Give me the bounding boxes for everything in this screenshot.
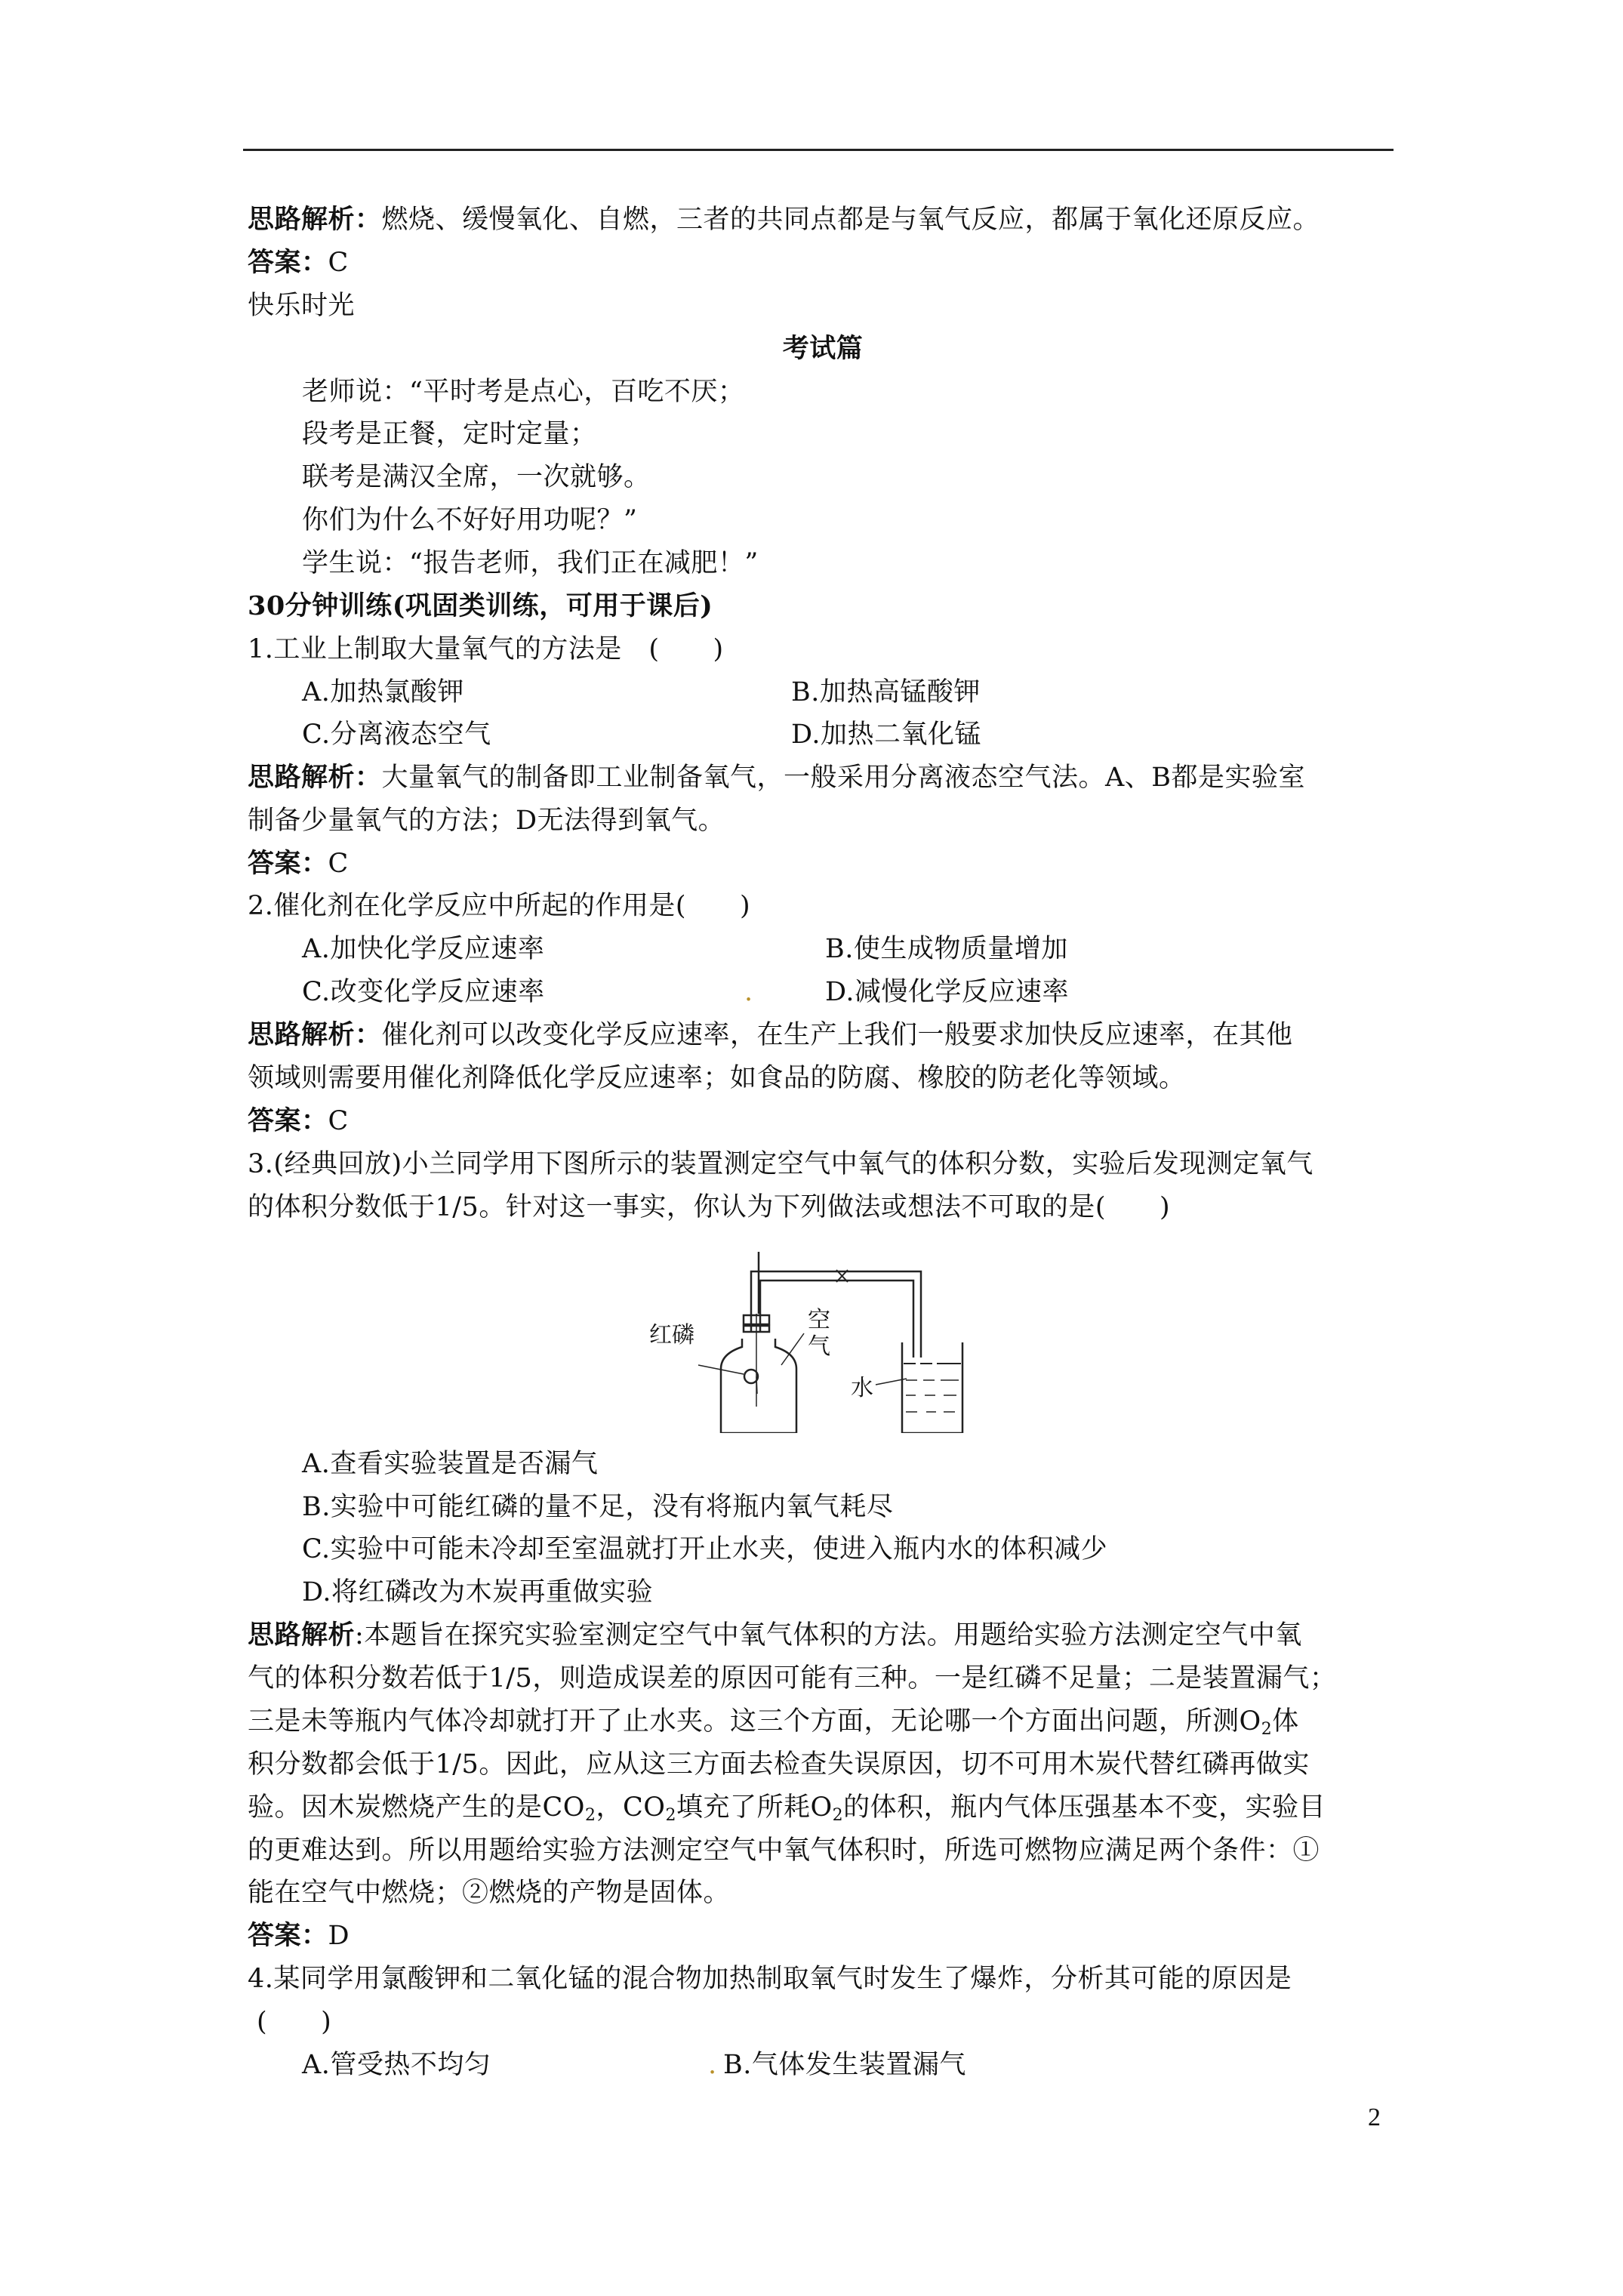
subscript: 2: [832, 1806, 844, 1825]
q2-option-c: C.改变化学反应速率: [302, 977, 545, 1007]
analysis-text: 大量氧气的制备即工业制备氧气，一般采用分离液态空气法。A、B都是实验室: [381, 763, 1306, 793]
analysis-text: 催化剂可以改变化学反应速率，在生产上我们一般要求加快反应速率，在其他: [381, 1020, 1293, 1050]
joke-line-5: 学生说：“报告老师，我们正在减肥！”: [302, 548, 759, 578]
q4-option-b: B.气体发生装置漏气: [723, 2050, 966, 2080]
answer-label: 答案：: [248, 848, 328, 879]
analysis-text: 填充了所耗O: [676, 1792, 833, 1823]
experiment-apparatus-figure: [645, 1237, 1000, 1433]
q3-option-b: B.实验中可能红磷的量不足，没有将瓶内氧气耗尽: [302, 1492, 894, 1522]
q3-analysis-2: 气的体积分数若低于1/5，则造成误差的原因可能有三种。一是红磷不足量；二是装置漏气；: [248, 1663, 1337, 1693]
q1-analysis-1: [248, 757, 1305, 799]
joke-line-1: 老师说：“平时考是点心，百吃不厌；: [302, 377, 745, 407]
answer-value: C: [328, 849, 349, 879]
subscript: 2: [665, 1806, 676, 1825]
analysis-label: 思路解析：: [248, 204, 382, 235]
question-4-line-2: ( ): [257, 2007, 332, 2037]
subscript: 2: [584, 1806, 596, 1825]
analysis-label: 思路解析: [248, 1620, 356, 1650]
q3-option-d: D.将红磷改为木炭再重做实验: [302, 1577, 653, 1607]
question-1: 1.工业上制取大量氧气的方法是 ( ): [248, 634, 724, 664]
q1-answer: [248, 843, 349, 885]
q2-option-b: B.使生成物质量增加: [825, 934, 1068, 964]
joke-line-3: 联考是满汉全席，一次就够。: [302, 462, 651, 492]
q3-analysis-7: 能在空气中燃烧；②燃烧的产物是固体。: [248, 1878, 731, 1908]
question-4-line-1: 4.某同学用氯酸钾和二氧化锰的混合物加热制取氧气时发生了爆炸，分析其可能的原因是: [248, 1964, 1292, 1994]
label-air-2: 气: [808, 1333, 830, 1360]
answer-label: 答案：: [248, 1920, 328, 1951]
joke-title: 考试篇: [782, 333, 864, 364]
analysis-text: 燃烧、缓慢氧化、自燃，三者的共同点都是与氧气反应，都属于氧化还原反应。: [381, 205, 1320, 235]
q1-analysis-2: 制备少量氧气的方法；D无法得到氧气。: [248, 806, 725, 836]
section-30min-training: 30分钟训练(巩固类训练，可用于课后): [248, 590, 713, 621]
q3-analysis-4: 积分数都会低于1/5。因此，应从这三方面去检查失误原因，切不可用木炭代替红磷再做实: [248, 1749, 1310, 1780]
answer-value: D: [328, 1921, 350, 1951]
analysis-text: 体: [1272, 1706, 1299, 1737]
answer-value: C: [328, 248, 349, 278]
joke-line-2: 段考是正餐，定时定量；: [302, 419, 597, 449]
q2-option-d: D.减慢化学反应速率: [825, 977, 1069, 1007]
analysis-text: 的体积，瓶内气体压强基本不变，实验目: [843, 1792, 1326, 1823]
q3-option-c: C.实验中可能未冷却至室温就打开止水夹，使进入瓶内水的体积减少: [302, 1534, 1108, 1564]
analysis-label: 思路解析：: [248, 1019, 382, 1050]
answer-value: C: [328, 1106, 349, 1136]
answer-label: 答案：: [248, 1105, 328, 1136]
line-analysis-1: [248, 199, 1320, 241]
section-happy-time: 快乐时光: [248, 291, 356, 321]
q3-option-a: A.查看实验装置是否漏气: [302, 1449, 599, 1479]
header-rule: [243, 149, 1394, 151]
label-water: 水: [851, 1375, 873, 1401]
stray-dot-mark: .: [744, 977, 753, 1007]
q2-analysis-2: 领域则需要用催化剂降低化学反应速率；如食品的防腐、橡胶的防老化等领域。: [248, 1063, 1186, 1093]
q2-answer: [248, 1100, 349, 1142]
label-red-phosphorus: 红磷: [649, 1322, 694, 1348]
question-2: 2.催化剂在化学反应中所起的作用是( ): [248, 891, 751, 921]
q3-analysis-1: [248, 1614, 1302, 1657]
analysis-text: 验。因木炭燃烧产生的是CO: [248, 1792, 585, 1823]
q4-option-a: A.管受热不均匀: [302, 2050, 491, 2080]
stray-dot-mark: .: [708, 2050, 717, 2080]
question-3-line-2: 的体积分数低于1/5。针对这一事实，你认为下列做法或想法不可取的是( ): [248, 1192, 1171, 1222]
joke-line-4: 你们为什么不好好用功呢？”: [302, 505, 638, 535]
q3-answer: [248, 1915, 350, 1957]
q2-analysis-1: [248, 1014, 1293, 1056]
answer-label: 答案：: [248, 247, 328, 278]
analysis-label: 思路解析：: [248, 762, 382, 793]
q1-option-c: C.分离液态空气: [302, 720, 491, 750]
analysis-text: :本题旨在探究实验室测定空气中氧气体积的方法。用题给实验方法测定空气中氧: [355, 1620, 1302, 1650]
q1-option-a: A.加热氯酸钾: [302, 677, 464, 707]
line-answer-1: [248, 242, 349, 284]
q3-analysis-6: 的更难达到。所以用题给实验方法测定空气中氧气体积时，所选可燃物应满足两个条件：①: [248, 1835, 1320, 1866]
analysis-text: ，CO: [596, 1792, 666, 1823]
analysis-text: 三是未等瓶内气体冷却就打开了止水夹。这三个方面，无论哪一个方面出问题，所测O: [248, 1706, 1261, 1737]
label-air-1: 空: [808, 1307, 830, 1333]
page-number: 2: [1368, 2103, 1381, 2131]
question-3-line-1: 3.(经典回放)小兰同学用下图所示的装置测定空气中氧气的体积分数，实验后发现测定氧气: [248, 1149, 1313, 1179]
subscript: 2: [1261, 1720, 1273, 1739]
q1-option-d: D.加热二氧化锰: [791, 720, 981, 750]
q1-option-b: B.加热高锰酸钾: [791, 677, 981, 707]
q2-option-a: A.加快化学反应速率: [302, 934, 545, 964]
